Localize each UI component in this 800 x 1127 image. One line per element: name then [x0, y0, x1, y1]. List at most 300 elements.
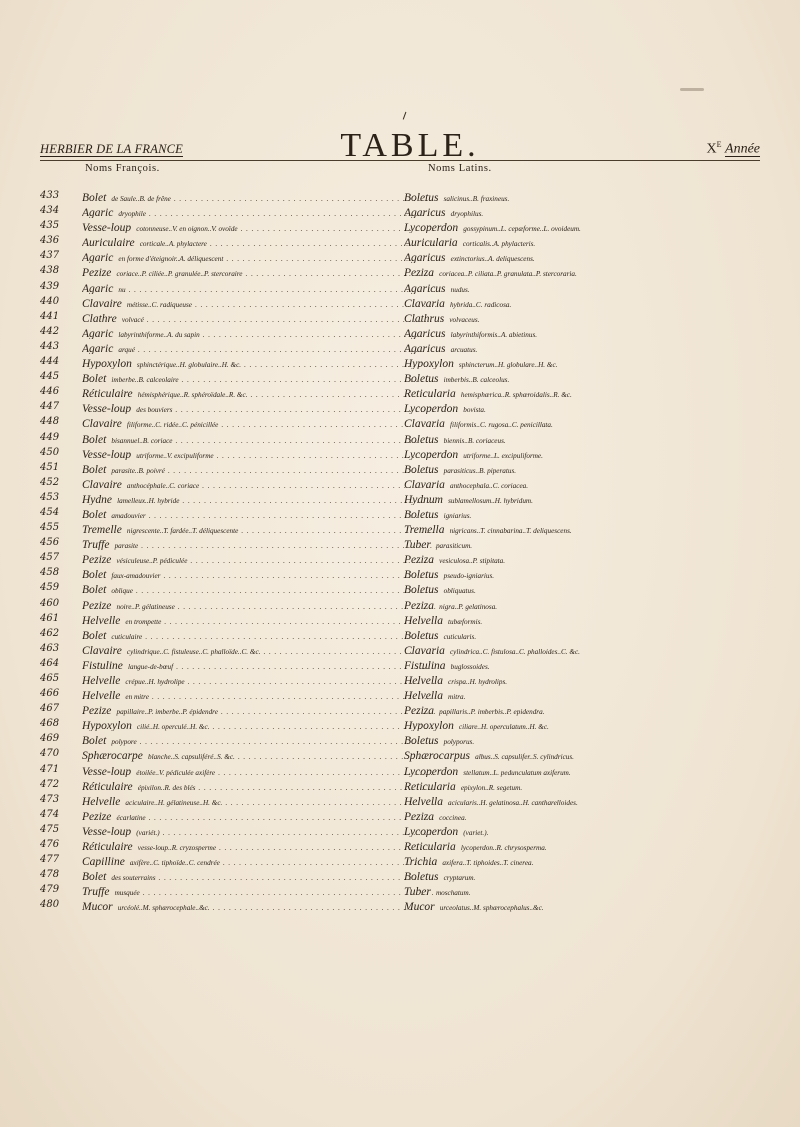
- latin-genus: Clavaria: [404, 418, 445, 430]
- table-row: [40, 762, 770, 777]
- french-species: des bouviers: [136, 406, 173, 415]
- entry-number: 477: [40, 854, 60, 866]
- french-name: [82, 490, 436, 505]
- french-species: coriace..P. ciliée..P. granulée..P. stercoraire: [116, 270, 243, 279]
- table-row: [40, 218, 770, 233]
- french-name: [82, 716, 436, 731]
- french-genus: Agaric: [82, 342, 114, 355]
- french-genus: Agaric: [82, 252, 114, 264]
- latin-name: [404, 671, 770, 686]
- table-row: [40, 309, 770, 324]
- latin-genus: Agaricus: [404, 252, 446, 264]
- french-genus: Vesse-loup: [82, 222, 132, 234]
- french-species: labyrinthiforme..A. du sapin: [118, 330, 200, 339]
- latin-genus: Lycoperdon: [404, 448, 459, 460]
- french-name: [82, 701, 436, 716]
- latin-species: papillaris..P. imberbis..P. epidendra.: [439, 708, 545, 717]
- french-species: cuticulaire: [111, 632, 143, 641]
- table-row: [40, 882, 770, 897]
- table-row: [40, 777, 770, 792]
- latin-name: [404, 520, 770, 535]
- latin-genus: Peziza: [404, 267, 435, 279]
- french-species: en trompette: [125, 617, 162, 626]
- french-species: crépue..H. hydrolipe: [125, 678, 185, 686]
- table-row: [40, 837, 770, 852]
- latin-species: stellatum..L. pedunculatum axiferum.: [463, 768, 571, 777]
- french-species: urcéolé..M. sphærocephale..&c.: [117, 904, 210, 913]
- latin-name: [404, 203, 770, 218]
- french-genus: Réticulaire: [82, 780, 133, 792]
- french-species: épixilon..R. des blés: [137, 783, 196, 792]
- entry-number: 476: [40, 839, 60, 851]
- table-row: [40, 565, 770, 580]
- table-row: [40, 294, 770, 309]
- latin-species: polyporus.: [443, 738, 475, 747]
- latin-species: nigricans..T. cinnabarina..T. deliquescens.: [449, 527, 572, 536]
- french-name: [82, 399, 436, 414]
- french-genus: Bolet: [82, 629, 107, 641]
- latin-genus: Boletus: [404, 735, 439, 747]
- french-name: [82, 852, 436, 867]
- latin-genus: Peziza: [404, 554, 435, 566]
- latin-species: lycoperdon..R. chrysosperma.: [460, 844, 547, 853]
- french-name: [82, 248, 436, 263]
- latin-name: [404, 309, 770, 324]
- french-name: [82, 550, 436, 565]
- latin-name: [404, 354, 770, 369]
- french-genus: Helvelle: [82, 795, 121, 807]
- french-species: axifère..C. tiphoïde..C. cendrée: [129, 859, 220, 868]
- entry-number: 451: [40, 461, 60, 473]
- french-species: des souterrains: [111, 874, 156, 883]
- latin-name: [404, 792, 770, 807]
- table-row: [40, 248, 770, 263]
- latin-name: [404, 565, 770, 580]
- entry-number: 467: [40, 703, 60, 715]
- latin-species: crispa..H. hydrolips.: [448, 678, 508, 686]
- french-genus: Truffe: [82, 886, 110, 898]
- french-genus: Agaric: [82, 207, 114, 219]
- entry-number: 475: [40, 823, 60, 835]
- page-title: TABLE.: [340, 127, 480, 164]
- entry-number: 458: [40, 567, 60, 579]
- latin-name: [404, 430, 770, 445]
- column-header-french: Noms François.: [85, 163, 160, 174]
- french-species: polypore: [111, 738, 137, 747]
- french-species: en forme d'éteignoir..A. déliquescent: [118, 255, 224, 264]
- latin-name: [404, 399, 770, 414]
- entry-number: 469: [40, 733, 60, 745]
- latin-genus: Reticularia: [404, 388, 456, 400]
- latin-genus: Fistulina: [404, 659, 446, 671]
- latin-name: [404, 414, 770, 429]
- table-row: [40, 716, 770, 731]
- table-row: [40, 490, 770, 505]
- header-rule: [40, 160, 760, 161]
- french-species: écarlatine: [116, 813, 146, 822]
- entry-number: 440: [40, 295, 60, 307]
- french-species: volvacé: [121, 315, 144, 324]
- entry-number: 436: [40, 235, 60, 247]
- french-genus: Hydne: [82, 493, 113, 505]
- french-species: cilié..H. operculé..H. &c.: [136, 723, 210, 732]
- table-row: [40, 233, 770, 248]
- latin-genus: Sphærocarpus: [404, 750, 471, 762]
- latin-genus: Boletus: [404, 463, 439, 475]
- french-genus: Helvelle: [82, 675, 121, 687]
- entry-number: 455: [40, 522, 60, 534]
- french-genus: Truffe: [82, 539, 110, 551]
- entry-number: 473: [40, 793, 60, 805]
- latin-name: [404, 505, 770, 520]
- table-row: [40, 354, 770, 369]
- french-name: [82, 505, 436, 520]
- latin-species: volvaceus.: [449, 315, 480, 324]
- french-name: [82, 641, 436, 656]
- latin-name: [404, 248, 770, 263]
- french-species: bisannuel..B. coriace: [111, 436, 173, 445]
- french-genus: Bolet: [82, 735, 107, 747]
- french-species: amadouvier: [111, 511, 146, 520]
- latin-name: [404, 897, 770, 912]
- entry-number: 474: [40, 808, 60, 820]
- latin-genus: Trichia: [404, 856, 438, 868]
- entry-number: 468: [40, 718, 60, 730]
- table-row: [40, 550, 770, 565]
- latin-name: [404, 475, 770, 490]
- french-genus: Vesse-loup: [82, 448, 132, 460]
- latin-species: parasiticum.: [435, 542, 473, 551]
- latin-species: biennis..B. coriaceus.: [443, 436, 506, 445]
- latin-name: [404, 263, 770, 278]
- french-species: langue-de-bœuf: [127, 662, 174, 671]
- latin-genus: Boletus: [404, 629, 439, 641]
- entry-number: 450: [40, 446, 60, 458]
- french-name: [82, 460, 436, 475]
- french-genus: Pezize: [82, 554, 112, 566]
- entry-number: 433: [40, 190, 60, 201]
- latin-species: nigra..P. gelatinosa.: [439, 602, 498, 611]
- latin-name: [404, 460, 770, 475]
- table-row: [40, 807, 770, 822]
- french-genus: Auriculaire: [82, 237, 135, 249]
- french-name: [82, 430, 436, 445]
- table-row: [40, 671, 770, 686]
- french-genus: Sphærocarpe: [82, 750, 143, 762]
- french-genus: Clavaire: [82, 644, 122, 656]
- french-genus: Réticulaire: [82, 388, 133, 400]
- entry-number: 461: [40, 612, 60, 624]
- french-name: [82, 535, 436, 550]
- french-species: métisse..C. radiqueuse: [126, 300, 193, 309]
- french-species: noire..P. gélatineuse: [116, 602, 175, 611]
- work-title: HERBIER DE LA FRANCE: [40, 142, 183, 156]
- table-row: [40, 430, 770, 445]
- latin-name: [404, 384, 770, 399]
- french-species: cotonneuse..V. en oignon..V. ovoïde: [136, 225, 238, 234]
- latin-genus: Hydnum: [404, 493, 443, 505]
- latin-genus: Lycoperdon: [404, 765, 459, 777]
- french-species: nigrescente..T. fardée..T. déliquescente: [126, 527, 239, 536]
- latin-species: salicinus..B. fraxineus.: [443, 195, 510, 203]
- latin-species: dryophilus.: [450, 210, 484, 219]
- french-name: [82, 580, 436, 595]
- french-species: musquée: [114, 889, 140, 898]
- table-row: [40, 414, 770, 429]
- entry-number: 435: [40, 220, 60, 232]
- french-name: [82, 203, 436, 218]
- french-name: [82, 777, 436, 792]
- latin-name: [404, 686, 770, 701]
- ink-smudge: [680, 88, 704, 91]
- table-row: [40, 852, 770, 867]
- french-name: [82, 626, 436, 641]
- french-genus: Hypoxylon: [82, 358, 132, 370]
- column-header-latin: Noms Latins.: [428, 163, 492, 174]
- latin-name: [404, 218, 770, 233]
- french-name: [82, 565, 436, 580]
- entry-number: 446: [40, 386, 60, 398]
- entry-number: 447: [40, 401, 60, 413]
- french-genus: Pezize: [82, 705, 112, 717]
- latin-genus: Boletus: [404, 584, 439, 596]
- latin-name: [404, 656, 770, 671]
- french-genus: Bolet: [82, 463, 107, 475]
- french-genus: Pezize: [82, 267, 112, 279]
- latin-name: [404, 716, 770, 731]
- table-row: [40, 324, 770, 339]
- french-genus: Helvelle: [82, 614, 121, 626]
- french-species: corticale..A. phylactere: [139, 240, 207, 249]
- latin-species: cylindrica..C. fistulosa..C. phalloides..C. &c.: [449, 647, 580, 656]
- french-name: [82, 369, 436, 384]
- year-word: Année: [725, 141, 760, 157]
- table-row: [40, 596, 770, 611]
- french-name: [82, 746, 436, 761]
- entry-number: 460: [40, 597, 60, 609]
- latin-species: hemisphærica..R. sphæroidalis..R. &c.: [460, 391, 572, 400]
- latin-name: [404, 731, 770, 746]
- french-name: [82, 233, 436, 248]
- latin-species: pseudo-igniarius.: [443, 572, 495, 581]
- latin-genus: Peziza: [404, 810, 435, 822]
- french-name: [82, 309, 436, 324]
- french-species: papillaire..P. imberbe..P. épidendre: [116, 708, 218, 717]
- latin-species: igniarius.: [443, 511, 472, 520]
- latin-genus: Tuber: [404, 886, 431, 898]
- entry-number: 457: [40, 552, 60, 564]
- french-species: oblique: [111, 587, 133, 596]
- entry-number: 466: [40, 688, 60, 700]
- latin-genus: Clavaria: [404, 297, 445, 309]
- latin-genus: Helvella: [404, 690, 443, 702]
- table-row: [40, 263, 770, 278]
- latin-genus: Lycoperdon: [404, 222, 459, 234]
- latin-species: sublamellosum..H. hybridum.: [448, 496, 533, 505]
- latin-species: arcuatus.: [450, 345, 478, 354]
- index-table: [40, 188, 770, 913]
- french-name: [82, 188, 436, 203]
- latin-genus: Peziza: [404, 599, 435, 611]
- latin-species: moschatum.: [435, 889, 471, 898]
- latin-name: [404, 852, 770, 867]
- entry-number: 472: [40, 778, 60, 790]
- french-species: vésiculeuse..P. pédiculée: [116, 557, 188, 566]
- french-genus: Agaric: [82, 327, 114, 339]
- french-name: [82, 611, 436, 626]
- year-label: [707, 140, 761, 158]
- french-species: vesse-loup..R. cryzosperme: [137, 844, 217, 853]
- table-row: [40, 279, 770, 294]
- latin-species: parasiticus..B. piperatus.: [443, 466, 517, 475]
- latin-genus: Tremella: [404, 524, 445, 536]
- french-name: [82, 414, 436, 429]
- latin-genus: Boletus: [404, 508, 439, 521]
- latin-name: [404, 746, 770, 761]
- latin-name: [404, 807, 770, 822]
- french-species: dryophile: [118, 210, 146, 219]
- french-name: [82, 218, 436, 233]
- french-species: faux-amadouvier: [111, 572, 161, 581]
- french-genus: Bolet: [82, 192, 107, 204]
- latin-species: corticalis..A. phylacteris.: [462, 240, 536, 249]
- french-species: utriforme..V. excipuliforme: [136, 451, 214, 460]
- latin-species: cuticularis.: [443, 632, 477, 641]
- latin-genus: Boletus: [404, 433, 439, 445]
- french-species: blanche..S. capsuliféré..S. &c.: [148, 753, 235, 762]
- latin-genus: Mucor: [404, 901, 435, 913]
- entry-number: 437: [40, 250, 60, 262]
- latin-species: ciliare..H. operculatum..H. &c.: [458, 723, 549, 732]
- french-genus: Capilline: [82, 856, 125, 868]
- latin-genus: Peziza: [404, 705, 435, 717]
- french-species: arqué: [118, 345, 135, 354]
- latin-species: epixylon..R. segetum.: [460, 783, 523, 792]
- french-name: [82, 822, 436, 837]
- latin-name: [404, 369, 770, 384]
- entry-number: 462: [40, 627, 60, 639]
- entry-number: 471: [40, 763, 60, 775]
- french-name: [82, 354, 436, 369]
- table-row: [40, 792, 770, 807]
- latin-name: [404, 641, 770, 656]
- french-name: [82, 520, 436, 535]
- french-species: parasite..B. poivré: [111, 466, 165, 475]
- entry-number: 463: [40, 642, 60, 654]
- french-species: parasite: [114, 542, 139, 551]
- entry-number: 470: [40, 748, 60, 760]
- french-species: en mitre: [125, 693, 149, 702]
- french-name: [82, 807, 436, 822]
- french-name: [82, 324, 436, 339]
- table-row: [40, 867, 770, 882]
- entry-number: 452: [40, 476, 60, 488]
- french-name: [82, 837, 436, 852]
- latin-species: hybrida..C. radicosa.: [449, 300, 512, 309]
- latin-genus: Auricularia: [404, 237, 458, 249]
- french-name: [82, 475, 436, 490]
- french-genus: Bolet: [82, 871, 107, 883]
- french-genus: Pezize: [82, 810, 112, 822]
- latin-species: extinctorius..A. deliquescens.: [450, 255, 535, 264]
- french-genus: Fistuline: [82, 659, 123, 671]
- french-genus: Bolet: [82, 433, 107, 445]
- latin-species: mitra.: [448, 693, 466, 702]
- french-species: lamelleux..H. hybride: [117, 496, 180, 505]
- latin-name: [404, 837, 770, 852]
- entry-number: 434: [40, 205, 60, 217]
- latin-genus: Boletus: [404, 373, 439, 385]
- french-genus: Réticulaire: [82, 841, 133, 853]
- table-row: [40, 520, 770, 535]
- french-species: filiforme..C. ridée..C. pénicillée: [126, 421, 219, 430]
- latin-name: [404, 535, 770, 550]
- entry-number: 454: [40, 506, 60, 518]
- latin-name: [404, 324, 770, 339]
- latin-species: urceolatus..M. sphærocephalus..&c.: [439, 904, 544, 913]
- latin-name: [404, 867, 770, 882]
- latin-name: [404, 279, 770, 294]
- latin-genus: Boletus: [404, 192, 439, 204]
- table-row: [40, 656, 770, 671]
- latin-species: vesiculosa..P. stipitata.: [439, 557, 506, 566]
- table-row: [40, 505, 770, 520]
- latin-species: filiformis..C. rugosa..C. penicillata.: [449, 421, 553, 430]
- french-name: [82, 882, 436, 897]
- entry-number: 479: [40, 884, 60, 896]
- french-genus: Clavaire: [82, 418, 122, 430]
- latin-genus: Tuber: [404, 539, 431, 551]
- french-genus: Bolet: [82, 584, 107, 596]
- latin-species: acicularis..H. gelatinosa..H. cantharelloides.: [448, 798, 578, 807]
- latin-genus: Reticularia: [404, 841, 456, 853]
- table-row: [40, 384, 770, 399]
- french-name: [82, 671, 436, 686]
- latin-species: sphincterum..H. globulare..H. &c.: [458, 361, 558, 370]
- french-genus: Pezize: [82, 599, 112, 611]
- latin-name: [404, 580, 770, 595]
- entry-number: 439: [40, 280, 60, 292]
- latin-species: coccinea.: [439, 813, 467, 822]
- french-genus: Hypoxylon: [82, 720, 132, 732]
- table-row: [40, 535, 770, 550]
- french-species: nu: [118, 285, 126, 294]
- entry-number: 464: [40, 657, 60, 669]
- year-superscript: E: [716, 140, 722, 149]
- latin-species: coriacea..P. ciliata..P. granulata..P. stercoraria.: [439, 270, 577, 279]
- page-header: [40, 128, 760, 168]
- entry-number: 448: [40, 416, 60, 428]
- latin-genus: Agaricus: [404, 282, 446, 294]
- french-genus: Clavaire: [82, 478, 122, 490]
- french-species: imberbe..B. calceolaire: [111, 376, 179, 385]
- table-row: [40, 445, 770, 460]
- latin-species: gossypinum..L. cepæforme..L. ovoideum.: [463, 225, 581, 234]
- latin-species: albus..S. capsulifer..S. cylindricus.: [475, 753, 574, 762]
- french-name: [82, 279, 436, 294]
- table-row: [40, 626, 770, 641]
- french-name: [82, 867, 436, 882]
- latin-genus: Agaricus: [404, 327, 446, 339]
- french-species: (variét.): [136, 828, 160, 837]
- french-genus: Vesse-loup: [82, 825, 132, 838]
- table-row: [40, 611, 770, 626]
- entry-number: 449: [40, 431, 60, 443]
- latin-name: [404, 445, 770, 460]
- latin-name: [404, 596, 770, 611]
- latin-species: utriforme..L. excipuliforme.: [463, 451, 543, 460]
- latin-genus: Hypoxylon: [404, 358, 454, 370]
